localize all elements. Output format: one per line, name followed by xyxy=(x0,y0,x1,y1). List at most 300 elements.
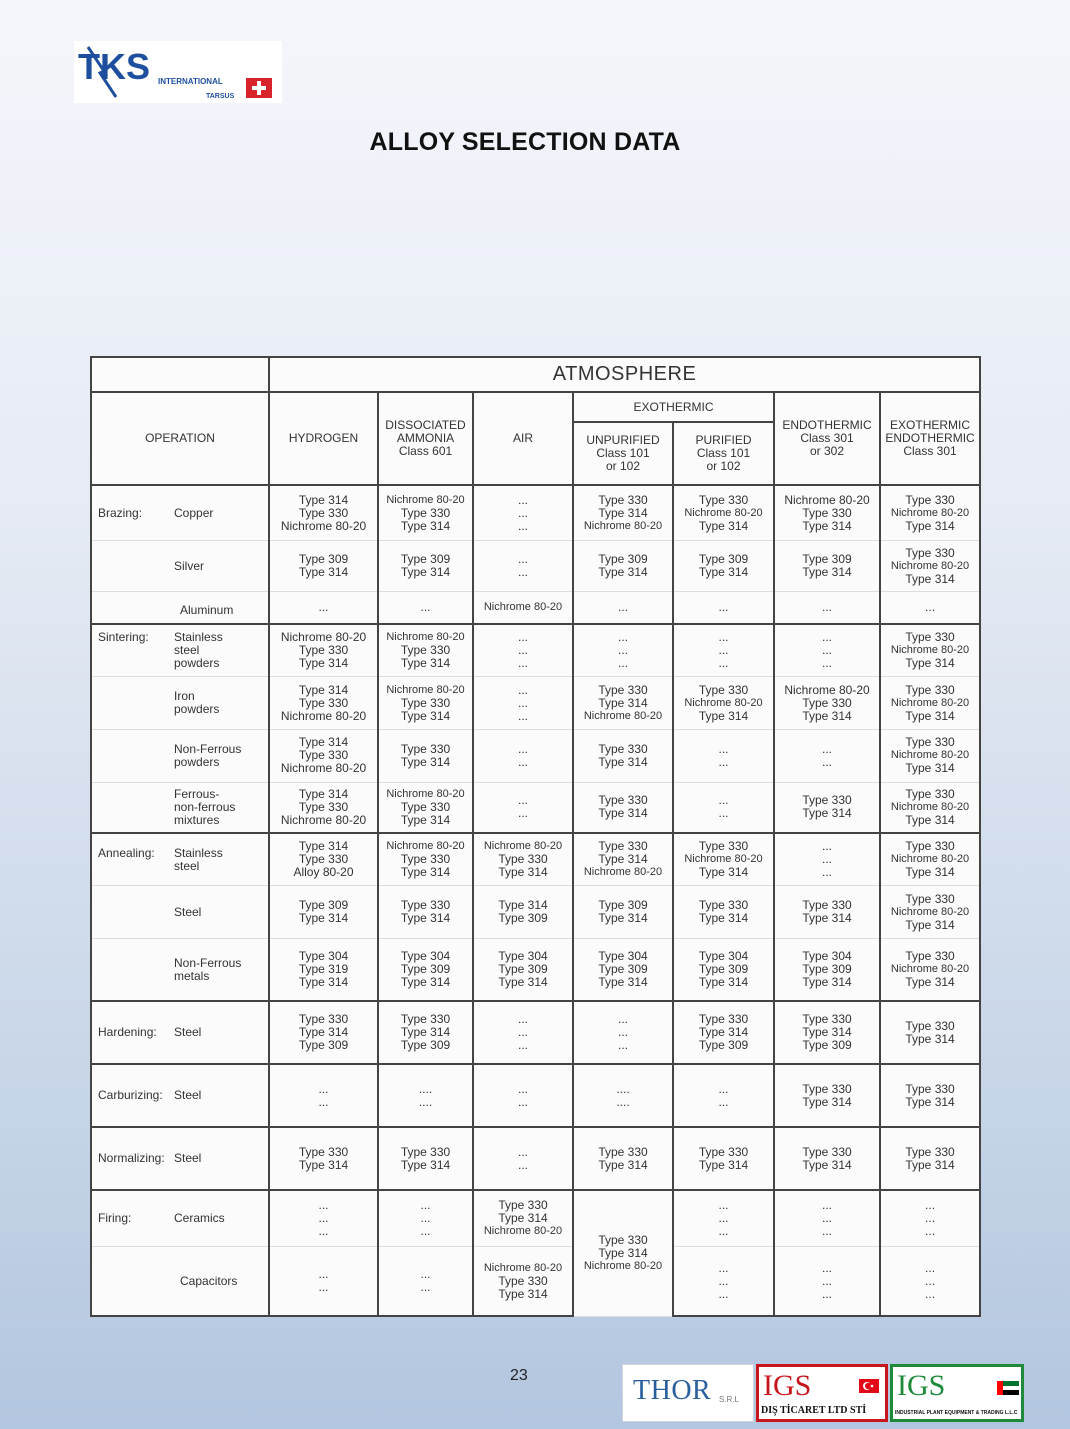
cell-line: ... xyxy=(617,630,628,645)
cell-purified xyxy=(673,729,774,782)
cell-dissociated-ammonia xyxy=(378,782,473,833)
cell-line: Type 314 xyxy=(298,975,349,990)
operation-sub-line: mixtures xyxy=(174,812,220,827)
cell-line: Type 314 xyxy=(298,492,349,507)
cell-line: Type 314 xyxy=(598,1157,648,1172)
cell-line: Type 309 xyxy=(598,898,648,913)
cell-line: Type 314 xyxy=(905,571,955,586)
cell-line: Type 314 xyxy=(598,505,648,520)
cell-line: Type 330 xyxy=(698,492,749,507)
cell-purified xyxy=(673,592,774,624)
cell-purified xyxy=(673,485,774,541)
cell-line: Type 330 xyxy=(905,1144,955,1159)
cell-line: Type 330 xyxy=(698,839,749,854)
cell-exo-endo xyxy=(880,624,980,677)
operation-sub-line: Iron xyxy=(174,689,195,704)
cell-line: ... xyxy=(821,1198,832,1213)
cell-line: ... xyxy=(718,630,729,645)
cell-line: Type 314 xyxy=(905,656,955,671)
cell-exo-endo xyxy=(880,1247,980,1316)
cell-line: Type 330 xyxy=(598,793,648,808)
cell-unpurified xyxy=(573,833,673,886)
cell-line: .... xyxy=(418,1094,433,1109)
cell-line: Nichrome 80-20 xyxy=(684,853,763,866)
operation-group-label: Sintering: xyxy=(98,630,149,645)
header-line: ENDOTHERMIC xyxy=(885,431,975,445)
cell-line: Type 314 xyxy=(698,911,749,926)
cell-line: ... xyxy=(318,1198,329,1213)
cell-line: Type 314 xyxy=(802,518,852,533)
cell-line: Type 330 xyxy=(698,682,749,697)
cell-air xyxy=(473,541,573,592)
cell-exo-endo xyxy=(880,541,980,592)
cell-air xyxy=(473,1127,573,1190)
page-title: ALLOY SELECTION DATA xyxy=(369,128,681,156)
cell-line: Type 314 xyxy=(498,1286,548,1301)
cell-air xyxy=(473,1064,573,1127)
cell-line: Type 330 xyxy=(298,695,349,710)
cell-hydrogen xyxy=(269,1190,378,1247)
cell-line: Type 330 xyxy=(598,492,648,507)
cell-endothermic xyxy=(774,624,880,677)
cell-air xyxy=(473,938,573,1001)
operation-group-label: Annealing: xyxy=(98,845,155,860)
cell-line: Type 314 xyxy=(298,682,349,697)
cell-line: Alloy 80-20 xyxy=(293,865,354,880)
cell-line: ... xyxy=(718,793,729,808)
cell-line: ... xyxy=(517,1081,528,1096)
cell-endothermic xyxy=(774,541,880,592)
cell-line: Type 330 xyxy=(298,1012,349,1027)
cell-line: Nichrome 80-20 xyxy=(784,682,870,697)
cell-hydrogen xyxy=(269,1247,378,1316)
cell-line: ... xyxy=(420,1211,431,1226)
cell-line: ... xyxy=(718,1081,729,1096)
cell-air xyxy=(473,1190,573,1247)
cell-line: Type 314 xyxy=(802,806,852,821)
cell-line: Type 330 xyxy=(598,741,648,756)
cell-line: Nichrome 80-20 xyxy=(583,1259,663,1272)
cell-exo-endo xyxy=(880,485,980,541)
cell-line: Type 314 xyxy=(598,975,648,990)
operation-sub-line: steel xyxy=(174,643,200,658)
operation-sub-line: Copper xyxy=(174,505,214,520)
igs-uae-logo-text: IGS xyxy=(897,1369,946,1402)
cell-line: ... xyxy=(617,1025,628,1040)
cell-line: Type 304 xyxy=(698,949,749,964)
cell-line: Type 330 xyxy=(698,1012,749,1027)
table-row xyxy=(91,677,980,730)
cell-line: Nichrome 80-20 xyxy=(684,696,763,709)
cell-line: Type 314 xyxy=(905,761,955,776)
cell-line: Type 330 xyxy=(698,1144,749,1159)
cell-purified xyxy=(673,833,774,886)
cell-line: Type 314 xyxy=(400,656,451,671)
cell-line: ... xyxy=(318,1267,329,1282)
cell-line: Type 314 xyxy=(400,565,451,580)
cell-line: Type 314 xyxy=(400,1025,451,1040)
cell-line: ... xyxy=(718,1198,729,1213)
table-row xyxy=(91,938,980,1001)
operation-cell xyxy=(91,1001,269,1064)
logo-wordmark: TKS xyxy=(78,46,150,87)
table-row xyxy=(91,624,980,677)
operation-group-label: Hardening: xyxy=(98,1025,157,1040)
cell-line: ... xyxy=(318,1081,329,1096)
cell-line: Type 314 xyxy=(298,656,349,671)
cell-line: Type 330 xyxy=(802,898,852,913)
header-line: UNPURIFIED xyxy=(586,433,660,447)
endothermic-header xyxy=(774,392,880,485)
operation-sub-line: Non-Ferrous xyxy=(174,741,242,756)
cell-unpurified xyxy=(573,938,673,1001)
cell-line: Type 330 xyxy=(905,1081,955,1096)
header-line: Class 601 xyxy=(398,444,453,458)
cell-line: ... xyxy=(517,682,528,697)
purified-header xyxy=(673,422,774,485)
cell-exo-endo xyxy=(880,729,980,782)
cell-line: ... xyxy=(318,1280,329,1295)
cell-line: ... xyxy=(821,741,832,756)
operation-cell xyxy=(91,1190,269,1247)
cell-line: Type 314 xyxy=(400,975,451,990)
cell-line: Type 314 xyxy=(498,865,548,880)
cell-line: ... xyxy=(517,1025,528,1040)
cell-line: ... xyxy=(517,1144,528,1159)
air-header xyxy=(473,392,573,485)
cell-line: ... xyxy=(925,1211,936,1226)
cell-line: ... xyxy=(718,1273,729,1288)
cell-line: ... xyxy=(420,1198,431,1213)
cell-line: Type 314 xyxy=(298,1157,349,1172)
operation-group-label: Firing: xyxy=(98,1211,132,1226)
cell-line: Type 314 xyxy=(498,975,548,990)
cell-line: Type 314 xyxy=(298,839,349,854)
cell-line: ... xyxy=(925,1286,936,1301)
cell-line: Type 314 xyxy=(905,865,955,880)
cell-line: ... xyxy=(821,643,832,658)
cell-line: ... xyxy=(718,1224,729,1239)
operation-sub-label xyxy=(174,743,241,769)
cell-line: Type 330 xyxy=(598,839,648,854)
cell-line: Type 314 xyxy=(400,911,451,926)
cell-hydrogen xyxy=(269,592,378,624)
cell-line: ... xyxy=(718,643,729,658)
operation-cell xyxy=(91,1064,269,1127)
cell-unpurified xyxy=(573,729,673,782)
table-row xyxy=(91,592,980,624)
cell-line: Type 314 xyxy=(698,865,749,880)
cell-line: ... xyxy=(517,806,528,821)
cell-line: Type 330 xyxy=(400,695,451,710)
cell-line: ... xyxy=(617,656,628,671)
cell-line: Nichrome 80-20 xyxy=(890,800,970,813)
cell-dissociated-ammonia xyxy=(378,1190,473,1247)
cell-line: Type 304 xyxy=(498,949,548,964)
cell-dissociated-ammonia xyxy=(378,729,473,782)
cell-exo-endo xyxy=(880,592,980,624)
cell-line: ... xyxy=(925,1224,936,1239)
cell-unpurified xyxy=(573,886,673,939)
cell-line: Nichrome 80-20 xyxy=(890,853,970,866)
cell-line: ... xyxy=(718,1260,729,1275)
cell-line: ... xyxy=(617,1038,628,1053)
cell-purified xyxy=(673,1001,774,1064)
cell-exo-endo xyxy=(880,1064,980,1127)
operation-sub-label xyxy=(174,507,213,520)
cell-line: Nichrome 80-20 xyxy=(890,749,970,762)
operation-sub-line: Stainless xyxy=(174,845,223,860)
operation-cell xyxy=(91,833,269,886)
header-line: Class 301 xyxy=(800,431,854,445)
cell-exo-endo xyxy=(880,1127,980,1190)
operation-cell xyxy=(91,541,269,592)
operation-cell xyxy=(91,938,269,1001)
cell-line: Nichrome 80-20 xyxy=(386,631,465,644)
cell-line: Nichrome 80-20 xyxy=(890,559,970,572)
cell-line: Type 314 xyxy=(698,1025,749,1040)
cell-line: Type 314 xyxy=(802,708,852,723)
operation-sub-line: steel xyxy=(174,858,200,873)
cell-line: Type 330 xyxy=(905,839,955,854)
cell-air xyxy=(473,624,573,677)
cell-line: ... xyxy=(517,643,528,658)
cell-line: Type 330 xyxy=(905,786,955,801)
cell-line: ... xyxy=(718,1094,729,1109)
cell-line: ... xyxy=(517,1094,528,1109)
cell-line: Type 309 xyxy=(698,552,749,567)
cell-line: ... xyxy=(517,552,528,567)
logo-sub-text-2: TARSUS xyxy=(206,93,235,100)
exothermic-header: EXOTHERMIC xyxy=(573,392,774,422)
operation-cell xyxy=(91,782,269,833)
operation-cell xyxy=(91,485,269,541)
operation-header: OPERATION xyxy=(91,392,269,485)
cell-line: Type 314 xyxy=(802,911,852,926)
cell-hydrogen xyxy=(269,485,378,541)
cell-dissociated-ammonia xyxy=(378,1064,473,1127)
igs-uae-logo-subtext: INDUSTRIAL PLANT EQUIPMENT & TRADING L.L.C xyxy=(895,1410,1018,1416)
operation-sub-label xyxy=(174,906,201,919)
cell-line: Nichrome 80-20 xyxy=(386,840,465,853)
cell-hydrogen xyxy=(269,886,378,939)
dissociated-ammonia-header xyxy=(378,392,473,485)
cell-line: Nichrome 80-20 xyxy=(280,518,367,533)
cell-line: .... xyxy=(418,1081,433,1096)
cell-line: Type 309 xyxy=(298,552,349,567)
cell-hydrogen xyxy=(269,1127,378,1190)
cell-exo-endo xyxy=(880,782,980,833)
header-line: Class 301 xyxy=(903,444,957,458)
operation-sub-label xyxy=(174,1089,201,1102)
alloy-selection-table xyxy=(90,356,981,1317)
header-line: ENDOTHERMIC xyxy=(782,418,872,432)
cell-line: ... xyxy=(821,656,832,671)
cell-dissociated-ammonia xyxy=(378,1247,473,1316)
cell-line: ... xyxy=(821,1211,832,1226)
cell-line: Type 314 xyxy=(498,898,548,913)
header-line: EXOTHERMIC xyxy=(890,418,971,432)
operation-group-label: Carburizing: xyxy=(98,1088,163,1103)
cell-line: Type 309 xyxy=(298,898,349,913)
operation-sub-line: powders xyxy=(174,754,220,769)
cell-line: Type 330 xyxy=(802,1012,852,1027)
cell-endothermic xyxy=(774,1064,880,1127)
operation-sub-label xyxy=(174,631,223,670)
cell-line: Nichrome 80-20 xyxy=(483,1225,563,1238)
cell-purified xyxy=(673,886,774,939)
cell-unpurified xyxy=(573,782,673,833)
cell-line: ... xyxy=(821,1260,832,1275)
cell-air xyxy=(473,782,573,833)
cell-line: Nichrome 80-20 xyxy=(386,493,465,506)
cell-line: Type 304 xyxy=(400,949,451,964)
uae-flag-icon xyxy=(997,1381,1019,1395)
cell-line: ... xyxy=(517,1157,528,1172)
cell-line: ... xyxy=(821,600,832,614)
table-row xyxy=(91,1064,980,1127)
cell-endothermic xyxy=(774,1127,880,1190)
cell-line: Type 314 xyxy=(598,806,648,821)
cell-line: Type 330 xyxy=(905,1018,955,1033)
operation-sub-label xyxy=(174,604,233,617)
cell-line: Type 314 xyxy=(698,565,749,580)
cell-endothermic xyxy=(774,938,880,1001)
cell-line: ... xyxy=(420,1267,431,1282)
cell-hydrogen xyxy=(269,541,378,592)
cell-line: ... xyxy=(517,630,528,645)
cell-line: Type 309 xyxy=(802,552,852,567)
cell-line: Type 330 xyxy=(298,852,349,867)
cell-line: Type 330 xyxy=(400,898,451,913)
cell-line: Nichrome 80-20 xyxy=(280,761,367,776)
cell-endothermic xyxy=(774,485,880,541)
cell-line: Type 314 xyxy=(400,708,451,723)
operation-sub-line: Capacitors xyxy=(180,1273,238,1288)
cell-hydrogen xyxy=(269,833,378,886)
cell-line: ... xyxy=(517,1012,528,1027)
atmosphere-header: ATMOSPHERE xyxy=(269,357,980,392)
cell-line: Type 330 xyxy=(400,1012,451,1027)
cell-line: Type 330 xyxy=(298,1144,349,1159)
cell-line: Type 314 xyxy=(698,518,749,533)
operation-sub-label xyxy=(174,690,219,716)
cell-line: .... xyxy=(616,1081,630,1096)
cell-line: Type 330 xyxy=(400,852,451,867)
cell-line: ... xyxy=(517,518,528,533)
cell-air xyxy=(473,1247,573,1316)
cell-line: Nichrome 80-20 xyxy=(583,519,663,532)
cell-line: Type 314 xyxy=(698,708,749,723)
thor-logo-text: THOR xyxy=(633,1375,712,1406)
cell-line: Type 330 xyxy=(498,852,548,867)
cell-line: Type 330 xyxy=(598,682,648,697)
operation-sub-line: Ferrous- xyxy=(174,786,220,801)
header-line: HYDROGEN xyxy=(288,431,359,445)
cell-line: ... xyxy=(925,600,936,614)
cell-air xyxy=(473,592,573,624)
cell-line: Type 314 xyxy=(905,917,955,932)
cell-dissociated-ammonia xyxy=(378,886,473,939)
cell-line: Type 304 xyxy=(598,949,648,964)
cell-dissociated-ammonia xyxy=(378,592,473,624)
cell-endothermic xyxy=(774,1001,880,1064)
cell-line: Type 330 xyxy=(400,643,451,658)
igs-turkey-logo-subtext: DIŞ TİCARET LTD STİ xyxy=(761,1405,867,1416)
cell-line: Type 314 xyxy=(400,812,451,827)
operation-sub-label xyxy=(174,1275,237,1288)
cell-line: Type 314 xyxy=(400,865,451,880)
operation-group-label: Brazing: xyxy=(98,505,143,520)
cell-line: Nichrome 80-20 xyxy=(890,963,970,976)
cell-line: Type 330 xyxy=(802,1144,852,1159)
cell-unpurified xyxy=(573,541,673,592)
cell-line: Type 314 xyxy=(598,754,648,769)
cell-hydrogen xyxy=(269,624,378,677)
cell-unpurified xyxy=(573,1190,673,1316)
table-row xyxy=(91,886,980,939)
cell-line: Type 330 xyxy=(802,793,852,808)
cell-hydrogen xyxy=(269,938,378,1001)
cell-unpurified xyxy=(573,485,673,541)
cell-line: Nichrome 80-20 xyxy=(280,630,367,645)
igs-turkey-logo xyxy=(756,1364,888,1422)
cell-purified xyxy=(673,1247,774,1316)
cell-line: Type 309 xyxy=(802,1038,852,1053)
cell-purified xyxy=(673,677,774,730)
thor-logo-subtext: S.R.L xyxy=(719,1395,740,1404)
tks-logo-graphic xyxy=(74,41,282,103)
cell-line: ... xyxy=(517,492,528,507)
unpurified-header xyxy=(573,422,673,485)
cell-line: ... xyxy=(821,1286,832,1301)
operation-sub-line: powders xyxy=(174,656,220,671)
cell-line: Type 314 xyxy=(598,911,648,926)
cell-line: ... xyxy=(718,1211,729,1226)
cell-line: ... xyxy=(617,643,628,658)
operation-sub-line: Aluminum xyxy=(180,602,234,617)
cell-purified xyxy=(673,1127,774,1190)
operation-cell xyxy=(91,1247,269,1316)
operation-sub-line: metals xyxy=(174,968,210,983)
cell-purified xyxy=(673,782,774,833)
cell-line: Type 330 xyxy=(400,1144,451,1159)
cell-line: ... xyxy=(718,806,729,821)
cell-line: Type 314 xyxy=(802,1094,852,1109)
page-number: 23 xyxy=(510,1367,528,1384)
cell-line: ... xyxy=(718,656,729,671)
cell-line: Type 314 xyxy=(598,695,648,710)
operation-sub-label xyxy=(174,847,223,873)
operation-sub-line: powders xyxy=(174,702,220,717)
company-logo xyxy=(74,41,282,103)
cell-line: Type 330 xyxy=(298,643,349,658)
cell-line: Nichrome 80-20 xyxy=(890,506,970,519)
exothermic-endothermic-header xyxy=(880,392,980,485)
operation-sub-label xyxy=(174,1026,201,1039)
cell-line: Nichrome 80-20 xyxy=(583,866,663,879)
cell-line: Type 309 xyxy=(498,962,548,977)
cell-line: Type 314 xyxy=(298,735,349,750)
cell-line: Type 330 xyxy=(905,735,955,750)
cell-line: Type 330 xyxy=(298,505,349,520)
cell-line: ... xyxy=(718,754,729,769)
cell-line: Type 314 xyxy=(905,1031,955,1046)
operation-group-label: Normalizing: xyxy=(98,1151,165,1166)
cell-dissociated-ammonia xyxy=(378,938,473,1001)
header-line: AIR xyxy=(512,431,533,445)
cell-line: Type 330 xyxy=(498,1273,548,1288)
